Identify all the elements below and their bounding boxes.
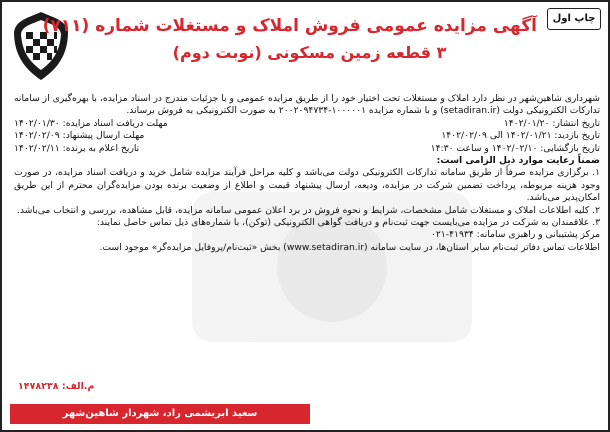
notice-subtitle: ۳ قطعه زمین مسکونی (نوبت دوم) bbox=[172, 43, 447, 62]
opening-date: تاریخ بازگشایی: ۱۴۰۲/۰۲/۱۰ و ساعت ۱۴:۳۰ bbox=[430, 142, 600, 154]
contact-line: اطلاعات تماس دفاتر ثبت‌نام سایر استان‌ها، در سایت سامانه (www.setadiran.ir) بخش «ثبت‌نام/پروفایل مزایده‌گر» موجود است. bbox=[99, 241, 600, 253]
doc-deadline: مهلت دریافت اسناد مزایده: ۱۴۰۲/۰۱/۳۰ bbox=[14, 117, 168, 129]
visit-date: تاریخ بازدید: ۱۴۰۲/۰۱/۲۱ الی ۱۴۰۲/۰۲/۰۹ bbox=[441, 130, 600, 142]
date-row-2 bbox=[14, 130, 600, 142]
publish-date: تاریخ انتشار: ۱۴۰۲/۰۱/۲۰ bbox=[503, 117, 600, 129]
item-1: ۱. برگزاری مزایده صرفاً از طریق سامانه تدارکات الکترونیکی دولت می‌باشد و کلیه مراحل فرآیند مزایده شامل خرید و دریافت اسناد مزایده، در صورت وجود هزینه مربوطه، پرداخت تضمین شرکت در مزایده، ودیعه، ارسال پیشنهاد قیمت و اطلاع از وضعیت برنده بودن مزایده‌گران محترم از این طریق امکان‌پذیر می‌باشد. bbox=[14, 167, 600, 204]
item-2: ۲. کلیه اطلاعات املاک و مستغلات شامل مشخصات، شرایط و نحوه فروش در برد اعلان عمومی سامانه مزایده، قابل مشاهده، بررسی و انتخاب می‌باشد. bbox=[16, 204, 600, 216]
print-badge: چاپ اول bbox=[547, 8, 601, 30]
offer-deadline: مهلت ارسال پیشنهاد: ۱۴۰۲/۰۲/۰۹ bbox=[14, 130, 145, 142]
signature-bar: سعید ابریشمی راد، شهردار شاهین‌شهر bbox=[10, 404, 310, 424]
dates-block bbox=[14, 118, 600, 155]
intro-paragraph: شهرداری شاهین‌شهر در نظر دارد املاک و مستغلات تحت اختیار خود را از طریق مزایده عمومی و با جزئیات مندرج در اسناد مزایده، با بهره‌گیری از سامانه تدارکات الکترونیکی دولت (setadiran.ir) و با شماره مزایده ۱۰۰۰۰۰۱-۲۰۰۲۰۹۴۷۳۴ به صورت الکترونیکی به فروش برساند. bbox=[14, 93, 600, 117]
support-line: مرکز پشتیبانی و راهبری سامانه: ۴۱۹۳۴-۰۲۱ bbox=[430, 229, 600, 241]
date-row-3 bbox=[14, 143, 600, 155]
item-3: ۳. علاقمندان به شرکت در مزایده می‌بایست جهت ثبت‌نام و دریافت گواهی الکترونیکی (توکن)، با شماره‌های ذیل تماس حاصل نمایند: bbox=[96, 217, 600, 229]
reference-code: م.الف: ۱۴۷۸۲۳۸ bbox=[18, 381, 95, 392]
note-heading: ضمناً رعایت موارد ذیل الزامی است: bbox=[436, 155, 600, 167]
notice-body bbox=[14, 93, 600, 254]
date-row-1 bbox=[14, 118, 600, 130]
notice-title: آگهی مزایده عمومی فروش املاک و مستغلات شماره (۷۱۱) bbox=[42, 16, 537, 36]
winner-date: تاریخ اعلام به برنده: ۱۴۰۲/۰۲/۱۱ bbox=[14, 142, 140, 154]
